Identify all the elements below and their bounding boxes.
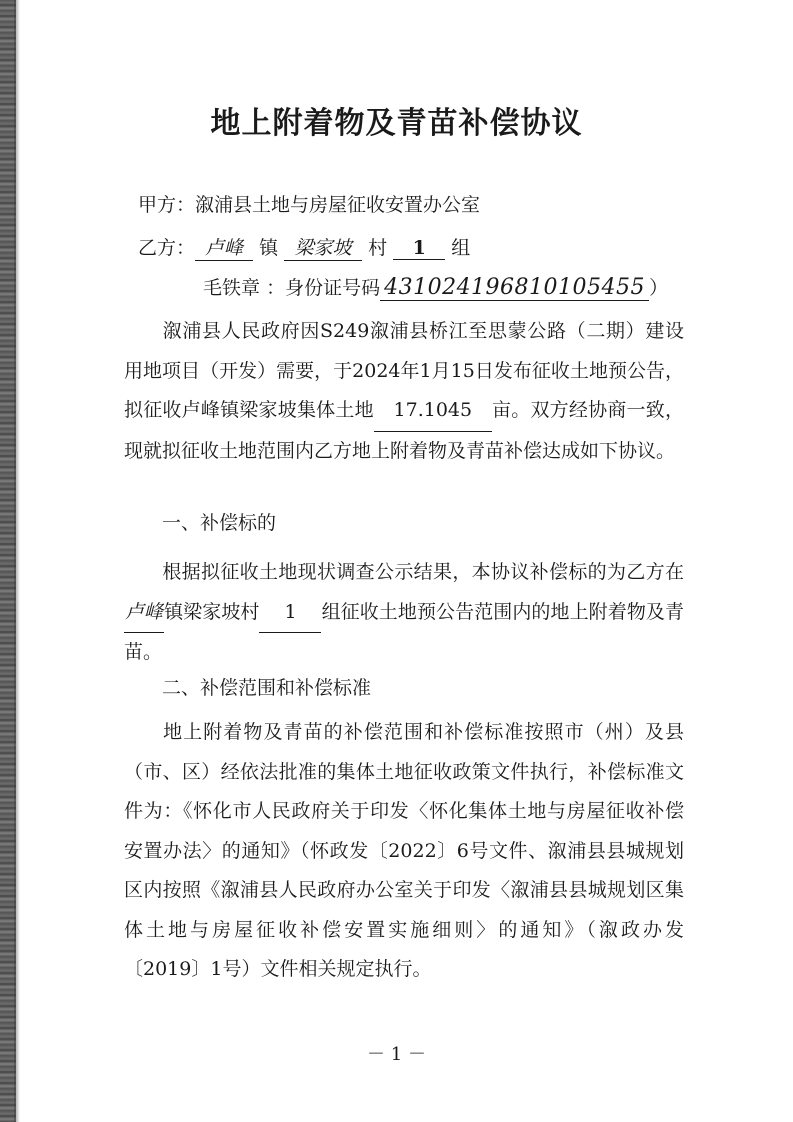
paragraph-subject — [124, 553, 684, 673]
intro-text-a: 溆浦县人民政府因S249溆浦县桥江至思蒙公路（二期）建设用地项目（开发）需要，于2024年1月15日发布征收土地预公告，拟征收卢峰镇梁家坡集体土地 — [124, 320, 684, 421]
party-b-label: 乙方： — [138, 237, 196, 259]
section-heading-2: 二、补偿范围和补偿标准 — [162, 677, 372, 699]
paragraph-standards — [124, 713, 684, 990]
subject-text-a: 根据拟征收土地现状调查公示结果，本协议补偿标的为乙方在 — [162, 561, 684, 583]
id-label: ：身份证号码 — [266, 277, 381, 299]
page-number: － 1 － — [367, 1044, 426, 1065]
party-b-group: 1 — [393, 237, 445, 260]
document-title: 地上附着物及青苗补偿协议 — [210, 106, 583, 141]
subject-town: 卢峰 — [124, 593, 164, 634]
party-b-group-suffix: 组 — [451, 237, 471, 259]
id-close: ） — [649, 277, 669, 299]
party-a-line — [138, 190, 480, 217]
land-area: 17.1045 — [374, 391, 492, 432]
id-number: 431024196810105455 — [380, 275, 649, 301]
scan-edge-fade — [14, 0, 20, 1122]
subject-text-c: 组征收土地预公告范围内的地上附着物及青苗。 — [124, 600, 684, 663]
person-name: 毛铁章 — [203, 277, 261, 299]
party-b-line — [138, 233, 470, 261]
party-b-town-suffix: 镇 — [259, 237, 279, 259]
section-heading-1: 一、补偿标的 — [162, 512, 277, 534]
person-line — [203, 273, 668, 301]
intro-text-b: 亩。双方经协商一致，现就拟征收土地范围内乙方地上附着物及青苗补偿达成如下协议。 — [124, 399, 684, 462]
party-a-name: 溆浦县土地与房屋征收安置办公室 — [195, 194, 481, 216]
party-a-label: 甲方： — [138, 194, 196, 216]
party-b-village: 梁家坡 — [284, 233, 362, 261]
subject-group: 1 — [259, 593, 321, 634]
subject-text-b: 镇梁家坡村 — [164, 600, 260, 623]
paragraph-intro — [124, 312, 684, 471]
standards-text: 地上附着物及青苗的补偿范围和补偿标准按照市（州）及县（市、区）经依法批准的集体土地征收政策文件执行，补偿标准文件为：《怀化市人民政府关于印发〈怀化集体土地与房屋征收补偿安置办法〉的通知》（怀政发〔2022〕6号文件、溆浦县县城规划区内按照《溆浦县人民政府办公室关于印发〈溆浦县县城规划区集体土地与房屋征收补偿安置实施细则〉的通知》（溆政办发〔2019〕1号）文件相关规定执行。 — [124, 721, 684, 980]
party-b-town: 卢峰 — [195, 233, 253, 261]
party-b-village-suffix: 村 — [368, 237, 388, 259]
